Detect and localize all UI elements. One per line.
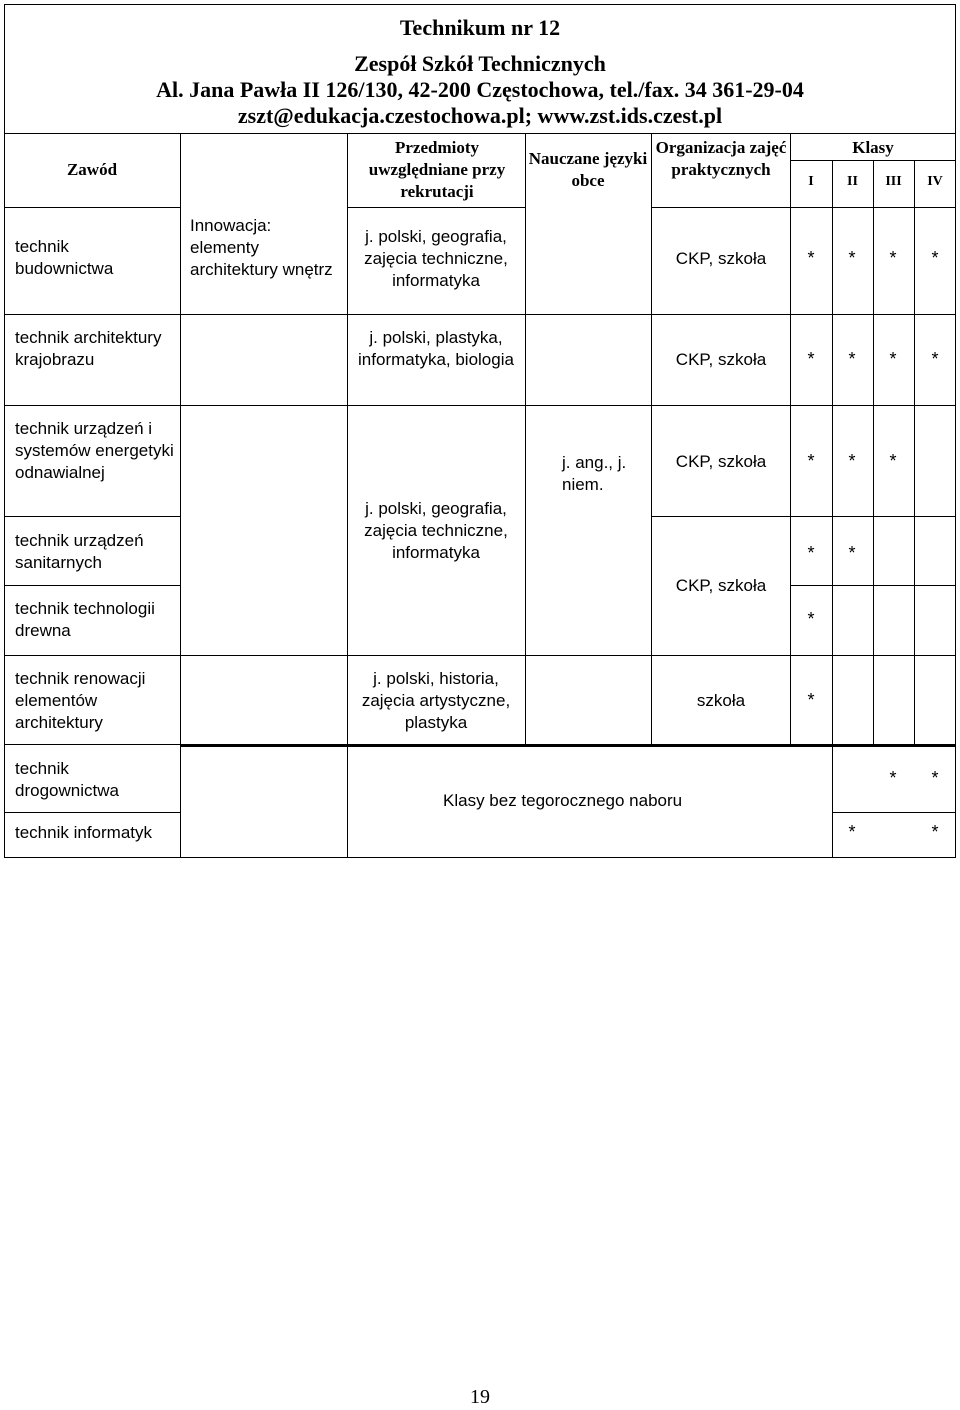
zawod-r2: technik architektury krajobrazu bbox=[15, 328, 162, 369]
star: * bbox=[889, 451, 897, 471]
zawod-r5: technik technologii drewna bbox=[15, 599, 155, 640]
hline bbox=[4, 405, 956, 406]
vline bbox=[873, 160, 874, 744]
star: * bbox=[931, 349, 939, 369]
col-header-klasa-1: I bbox=[808, 174, 814, 189]
przedmioty-r1: j. polski, geografia, zajęcia techniczne, informatyka bbox=[364, 227, 508, 290]
zawod-r1: technik budownictwa bbox=[15, 237, 114, 278]
star: * bbox=[807, 609, 815, 629]
hline bbox=[4, 314, 956, 315]
col-header-zawod: Zawód bbox=[66, 160, 118, 179]
org-group: CKP, szkoła bbox=[675, 576, 767, 595]
vline bbox=[790, 134, 791, 744]
star: * bbox=[807, 690, 815, 710]
vline bbox=[180, 134, 181, 858]
hline bbox=[651, 207, 956, 208]
hline bbox=[832, 812, 956, 813]
zawod-r8: technik informatyk bbox=[15, 823, 152, 842]
bez-naboru-note: Klasy bez tegorocznego naboru bbox=[443, 791, 683, 810]
zawod-r6: technik renowacji elementów architektury bbox=[15, 669, 146, 732]
org-r6: szkoła bbox=[696, 691, 746, 710]
col-header-klasy: Klasy bbox=[852, 138, 894, 157]
vline bbox=[525, 134, 526, 744]
hline bbox=[4, 207, 180, 208]
star: * bbox=[807, 349, 815, 369]
star: * bbox=[848, 248, 856, 268]
school-contact: zszt@edukacja.czestochowa.pl; www.zst.ids.czest.pl bbox=[237, 103, 723, 128]
hline bbox=[651, 516, 956, 517]
org-r1: CKP, szkoła bbox=[675, 249, 767, 268]
school-complex: Zespół Szkół Technicznych bbox=[354, 51, 606, 76]
org-r3: CKP, szkoła bbox=[675, 452, 767, 471]
star: * bbox=[889, 248, 897, 268]
przedmioty-group: j. polski, geografia, zajęcia techniczne, informatyka bbox=[364, 499, 508, 562]
star: * bbox=[889, 768, 897, 788]
zawod-r7: technik drogownictwa bbox=[15, 759, 119, 800]
star: * bbox=[848, 451, 856, 471]
star: * bbox=[807, 451, 815, 471]
przedmioty-r2: j. polski, plastyka, informatyka, biologia bbox=[358, 328, 514, 369]
col-header-klasa-4: IV bbox=[927, 174, 943, 189]
hline-thick bbox=[180, 744, 956, 747]
star: * bbox=[807, 248, 815, 268]
col-header-klasa-2: II bbox=[847, 174, 858, 189]
col-header-przedmioty: Przedmioty uwzględniane przy rekrutacji bbox=[368, 138, 506, 201]
hline bbox=[4, 744, 180, 745]
school-address: Al. Jana Pawła II 126/130, 42-200 Częstochowa, tel./fax. 34 361-29-04 bbox=[156, 77, 804, 102]
przedmioty-r6: j. polski, historia, zajęcia artystyczne, plastyka bbox=[361, 669, 511, 732]
hline bbox=[4, 585, 180, 586]
star: * bbox=[931, 768, 939, 788]
hline bbox=[4, 812, 180, 813]
hline bbox=[4, 516, 180, 517]
hline bbox=[347, 207, 525, 208]
zawod-r3: technik urządzeń i systemów energetyki odnawialnej bbox=[15, 419, 174, 482]
page-number: 19 bbox=[470, 1386, 490, 1408]
col-header-jezyki: Nauczane języki obce bbox=[528, 149, 648, 190]
hline bbox=[4, 655, 956, 656]
star: * bbox=[848, 349, 856, 369]
col-header-organizacja: Organizacja zajęć praktycznych bbox=[655, 138, 787, 179]
star: * bbox=[848, 543, 856, 563]
org-r2: CKP, szkoła bbox=[675, 350, 767, 369]
innowacja-r1: Innowacja: elementy architektury wnętrz bbox=[190, 216, 333, 279]
star: * bbox=[807, 543, 815, 563]
star: * bbox=[931, 822, 939, 842]
col-header-klasa-3: III bbox=[885, 174, 902, 189]
school-header bbox=[4, 4, 956, 134]
star: * bbox=[931, 248, 939, 268]
school-name: Technikum nr 12 bbox=[399, 15, 561, 40]
star: * bbox=[889, 349, 897, 369]
vline bbox=[347, 134, 348, 858]
vline bbox=[832, 160, 833, 858]
star: * bbox=[848, 822, 856, 842]
vline bbox=[914, 160, 915, 744]
zawod-r4: technik urządzeń sanitarnych bbox=[15, 531, 144, 572]
vline bbox=[651, 134, 652, 744]
jezyki: j. ang., j. niem. bbox=[562, 453, 627, 494]
